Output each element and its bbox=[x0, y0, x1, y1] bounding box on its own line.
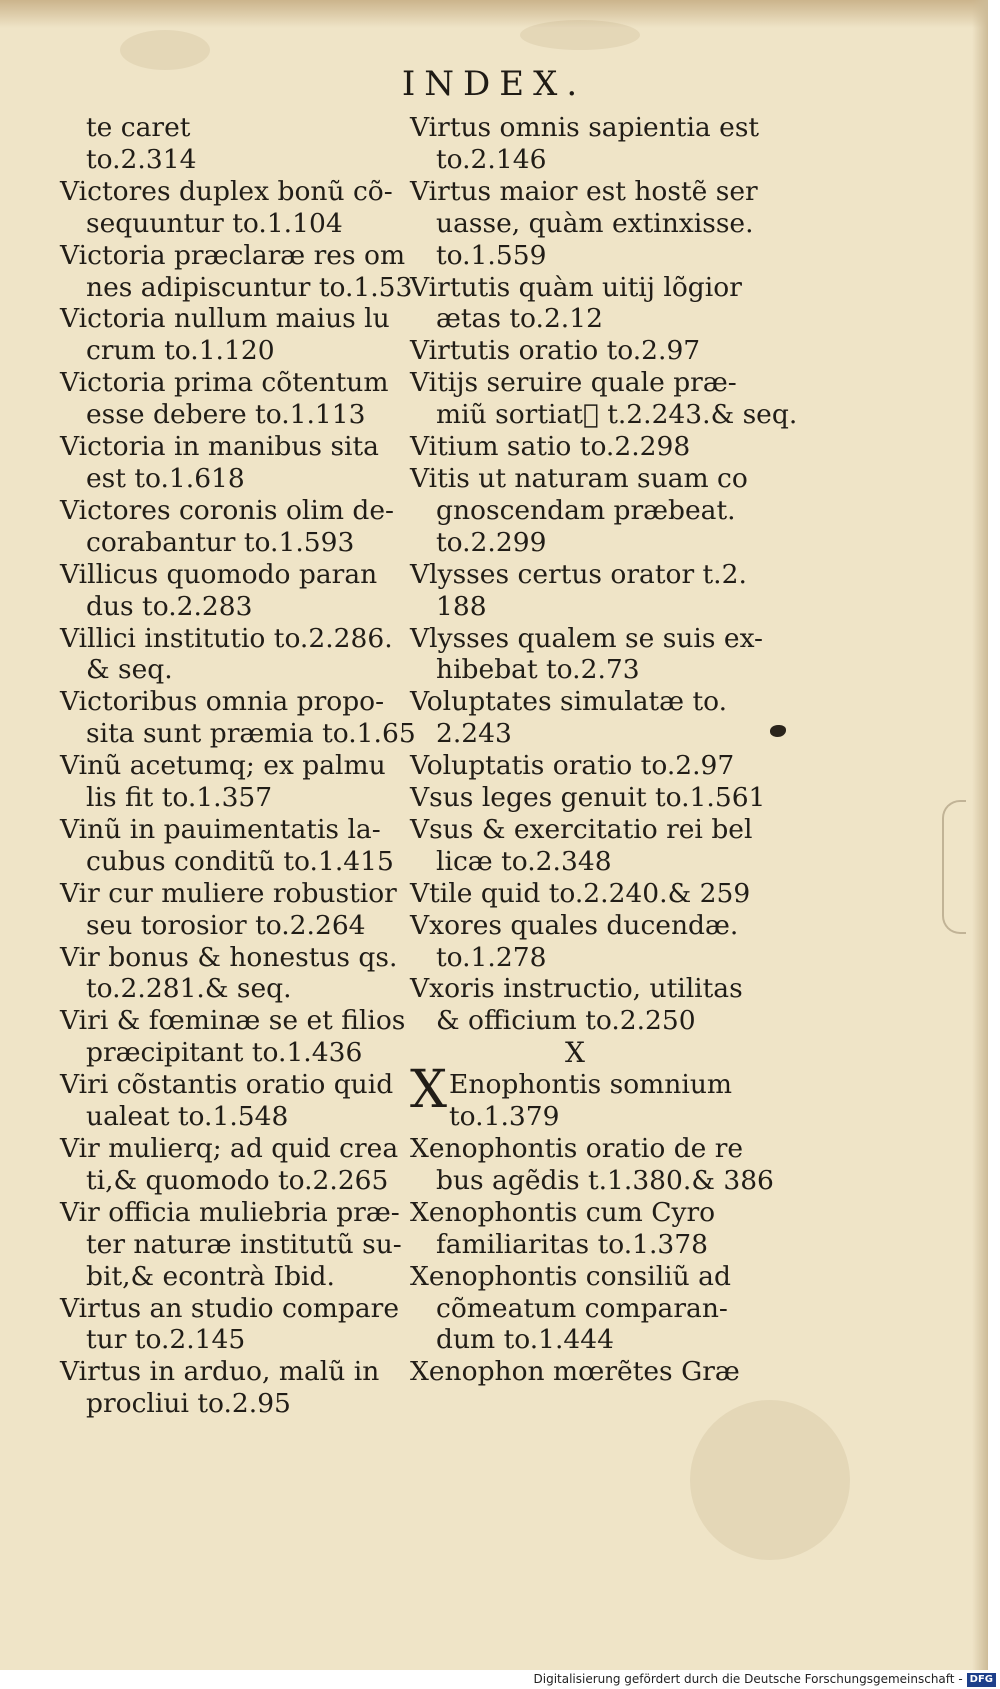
section-letter: X bbox=[565, 1036, 585, 1070]
page-edge-fold bbox=[942, 800, 966, 934]
drop-capital: X bbox=[410, 1060, 448, 1121]
entry-continuation: est to.1.618 bbox=[86, 462, 245, 494]
entry-continuation: 188 bbox=[436, 590, 487, 622]
entry-line: Vir bonus & honestus qs. bbox=[60, 941, 398, 973]
ink-blot bbox=[770, 725, 786, 737]
index-entry bbox=[60, 877, 397, 942]
entry-continuation: sequuntur to.1.104 bbox=[86, 207, 343, 239]
right-column bbox=[410, 112, 798, 1388]
entry-line: Victores duplex bonũ cõ- bbox=[60, 175, 393, 207]
index-entry bbox=[410, 335, 740, 367]
entry-continuation: to.1.559 bbox=[436, 239, 547, 271]
entry-line: Vir mulierq; ad quid crea bbox=[60, 1133, 399, 1164]
entry-continuation: ter naturæ institutũ su- bbox=[86, 1228, 402, 1260]
index-entry bbox=[60, 1356, 385, 1420]
index-entry bbox=[60, 1196, 402, 1293]
index-entry bbox=[60, 431, 385, 495]
entry-line: Vitium satio to.2.298 bbox=[410, 431, 691, 463]
entry-continuation: & seq. bbox=[86, 654, 173, 686]
entry-line: Victores coronis olim de- bbox=[60, 494, 395, 526]
entry-continuation: cõmeatum comparan- bbox=[436, 1292, 728, 1324]
entry-line: te caret bbox=[86, 112, 191, 143]
entry-line: Vitis ut naturam suam co bbox=[410, 462, 748, 494]
entry-line: Villicus quomodo paran bbox=[60, 558, 378, 590]
entry-continuation: 2.243 bbox=[436, 718, 512, 750]
entry-line: Vsus leges genuit to.1.561 bbox=[410, 782, 766, 814]
entry-continuation: familiaritas to.1.378 bbox=[436, 1228, 709, 1260]
index-entry bbox=[60, 1005, 406, 1069]
entry-continuation: nes adipiscuntur to.1.53 bbox=[86, 271, 413, 303]
entry-continuation: ætas to.2.12 bbox=[436, 303, 603, 335]
paper-stain bbox=[690, 1400, 850, 1560]
entry-line: Vxores quales ducendæ. bbox=[410, 909, 739, 941]
entry-line: Vinũ in pauimentatis la- bbox=[60, 813, 381, 845]
index-entry bbox=[410, 1261, 740, 1357]
entry-continuation: dus to.2.283 bbox=[86, 590, 253, 622]
entry-continuation: lis fit to.1.357 bbox=[86, 782, 273, 814]
entry-line: Vsus & exercitatio rei bel bbox=[410, 813, 753, 845]
entry-line: Viri cõstantis oratio quid bbox=[60, 1069, 394, 1101]
index-entry bbox=[60, 1069, 394, 1133]
entry-line: Vitijs seruire quale præ- bbox=[410, 367, 737, 399]
index-entry bbox=[60, 622, 393, 687]
entry-continuation: to.2.314 bbox=[86, 143, 197, 175]
entry-continuation: seu torosior to.2.264 bbox=[86, 909, 366, 941]
entry-continuation: ti,& quomodo to.2.265 bbox=[86, 1164, 389, 1196]
entry-continuation: crum to.1.120 bbox=[86, 335, 275, 367]
entry-continuation: cubus conditũ to.1.415 bbox=[86, 845, 394, 877]
entry-line: Xenophontis oratio de re bbox=[410, 1133, 744, 1164]
entry-line: Xenophon mœrẽtes Græ bbox=[410, 1356, 740, 1388]
index-entry bbox=[410, 175, 758, 272]
index-entry bbox=[410, 973, 743, 1037]
entry-continuation: ualeat to.1.548 bbox=[86, 1101, 289, 1133]
index-entry bbox=[60, 559, 385, 623]
index-entry bbox=[410, 1060, 740, 1133]
index-entry bbox=[60, 750, 385, 814]
dfg-logo: DFG bbox=[967, 1673, 996, 1687]
entry-line: Xenophontis consiliũ ad bbox=[410, 1260, 731, 1292]
entry-line: Victoria prima cõtentum bbox=[60, 367, 389, 399]
entry-line: Voluptates simulatæ to. bbox=[410, 686, 728, 718]
entry-line: Vlysses qualem se suis ex- bbox=[410, 622, 764, 654]
index-entry bbox=[60, 1133, 399, 1197]
entry-continuation: to.2.146 bbox=[436, 143, 547, 175]
index-entry bbox=[60, 303, 390, 367]
index-entry bbox=[410, 462, 748, 559]
entry-line: Vtile quid to.2.240.& 259 bbox=[410, 877, 751, 909]
index-entry bbox=[410, 1356, 740, 1388]
index-entry bbox=[410, 112, 760, 176]
entry-continuation: sita sunt præmia to.1.65 bbox=[86, 718, 416, 750]
entry-continuation: dum to.1.444 bbox=[436, 1324, 615, 1356]
index-entry bbox=[60, 1292, 400, 1357]
entry-line: Xenophontis cum Cyro bbox=[410, 1196, 716, 1228]
entry-line: Virtus an studio compare bbox=[60, 1292, 400, 1324]
digitization-credit bbox=[0, 1670, 1000, 1689]
index-entry bbox=[60, 175, 393, 240]
index-entry bbox=[60, 813, 394, 878]
entry-continuation: esse debere to.1.113 bbox=[86, 399, 366, 431]
index-entry bbox=[60, 686, 416, 750]
entry-continuation: to.1.278 bbox=[436, 941, 547, 973]
entry-line: Victoria in manibus sita bbox=[60, 431, 379, 463]
entry-continuation: tur to.2.145 bbox=[86, 1324, 246, 1356]
index-entry bbox=[410, 367, 798, 431]
index-entry bbox=[410, 813, 753, 878]
entry-continuation: & officium to.2.250 bbox=[436, 1005, 696, 1037]
entry-line: Victoria nullum maius lu bbox=[60, 303, 390, 335]
entry-continuation: to.2.299 bbox=[436, 526, 547, 558]
entry-continuation: to.1.379 bbox=[449, 1101, 560, 1133]
index-entry bbox=[410, 877, 751, 910]
index-entry bbox=[410, 622, 764, 687]
index-entry bbox=[410, 750, 740, 782]
entry-line: Voluptatis oratio to.2.97 bbox=[410, 750, 735, 782]
index-entry bbox=[410, 272, 740, 336]
index-entry bbox=[60, 112, 385, 176]
credit-text: Digitalisierung gefördert durch die Deutsche Forschungsgemeinschaft - bbox=[533, 1672, 963, 1686]
index-entry bbox=[410, 1133, 774, 1197]
entry-line: Virtus omnis sapientia est bbox=[410, 112, 760, 143]
entry-line: Enophontis somnium bbox=[449, 1069, 733, 1101]
entry-line: Viri & fœminæ se et filios bbox=[60, 1005, 406, 1037]
entry-continuation: corabantur to.1.593 bbox=[86, 526, 355, 558]
entry-line: Virtus maior est hostẽ ser bbox=[410, 175, 758, 207]
index-entry bbox=[410, 782, 766, 814]
entry-line: Vir officia muliebria præ- bbox=[60, 1196, 400, 1228]
index-entry bbox=[60, 367, 389, 431]
index-entry bbox=[410, 431, 740, 463]
index-header: INDEX. bbox=[401, 64, 587, 104]
entry-continuation: miũ sortiatᷓ t.2.243.& seq. bbox=[436, 399, 798, 431]
entry-continuation: licæ to.2.348 bbox=[436, 845, 612, 877]
entry-line: Virtutis quàm uitij lõgior bbox=[410, 271, 742, 303]
entry-line: Vinũ acetumq; ex palmu bbox=[60, 750, 386, 782]
entry-line: Victoria præclaræ res om bbox=[60, 239, 406, 271]
entry-line: Vlysses certus orator t.2. bbox=[410, 558, 747, 590]
left-column bbox=[60, 112, 416, 1420]
entry-continuation: procliui to.2.95 bbox=[86, 1388, 291, 1420]
entry-continuation: to.2.281.& seq. bbox=[86, 973, 292, 1005]
entry-line: Vir cur muliere robustior bbox=[60, 877, 397, 909]
entry-continuation: uasse, quàm extinxisse. bbox=[436, 207, 754, 239]
index-entry bbox=[60, 494, 395, 559]
paper-stain bbox=[520, 20, 640, 50]
index-entry bbox=[410, 1197, 740, 1261]
entry-continuation: præcipitant to.1.436 bbox=[86, 1037, 363, 1069]
entry-continuation: bit,& econtrà Ibid. bbox=[86, 1260, 335, 1292]
index-entry bbox=[410, 558, 747, 623]
entry-continuation: bus agẽdis t.1.380.& 386 bbox=[436, 1164, 774, 1196]
entry-line: Virtutis oratio to.2.97 bbox=[410, 335, 701, 367]
index-entry bbox=[60, 941, 398, 1006]
index-entry bbox=[410, 910, 740, 974]
entry-continuation: hibebat to.2.73 bbox=[436, 654, 640, 686]
entry-line: Villici institutio to.2.286. bbox=[60, 622, 393, 654]
entry-line: Victoribus omnia propo- bbox=[60, 686, 385, 718]
entry-line: Vxoris instructio, utilitas bbox=[410, 973, 743, 1005]
entry-line: Virtus in arduo, malũ in bbox=[60, 1356, 380, 1388]
entry-continuation: gnoscendam præbeat. bbox=[436, 494, 736, 526]
index-entry bbox=[410, 686, 740, 750]
index-entry bbox=[60, 239, 413, 304]
